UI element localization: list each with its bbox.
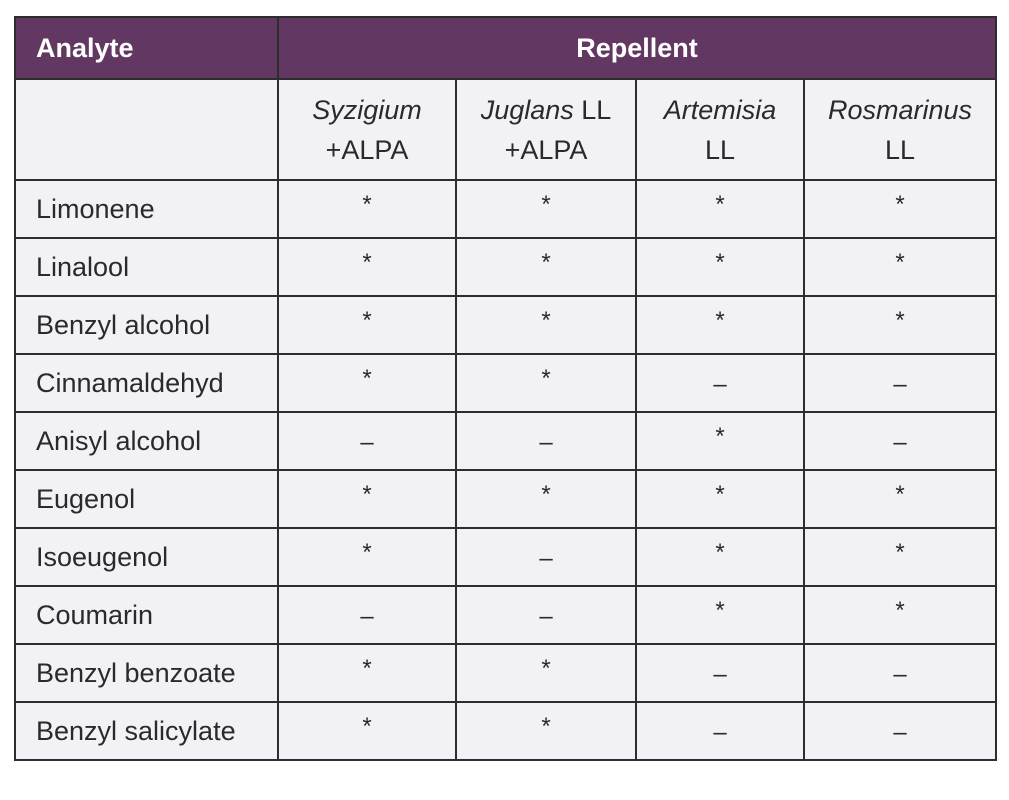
column-genus: Syzigium <box>312 94 422 125</box>
column-header-syzigium <box>278 79 456 180</box>
analyte-name: Anisyl alcohol <box>15 412 278 470</box>
presence-mark: * <box>895 248 905 276</box>
presence-mark: * <box>541 248 551 276</box>
presence-mark: * <box>895 480 905 508</box>
presence-cell <box>456 296 636 354</box>
presence-mark: – <box>539 428 553 456</box>
presence-mark: * <box>362 306 372 334</box>
analyte-subheader-empty <box>15 79 278 180</box>
presence-cell <box>456 644 636 702</box>
presence-mark: * <box>715 480 725 508</box>
column-header-artemisia <box>636 79 804 180</box>
presence-mark: * <box>715 248 725 276</box>
presence-mark: * <box>362 190 372 218</box>
presence-cell <box>456 586 636 644</box>
presence-mark: – <box>360 428 374 456</box>
table-row <box>15 296 996 354</box>
presence-mark: – <box>539 544 553 572</box>
presence-cell <box>456 354 636 412</box>
presence-cell <box>804 644 996 702</box>
presence-mark: – <box>360 602 374 630</box>
column-genus: Artemisia <box>663 94 777 125</box>
analyte-name: Benzyl benzoate <box>15 644 278 702</box>
presence-mark: * <box>715 596 725 624</box>
table-row <box>15 470 996 528</box>
presence-mark: * <box>541 364 551 392</box>
presence-cell <box>278 412 456 470</box>
presence-mark: * <box>895 538 905 566</box>
presence-mark: – <box>713 370 727 398</box>
table-row <box>15 702 996 760</box>
presence-cell <box>278 296 456 354</box>
presence-cell <box>636 180 804 238</box>
table-header-row <box>15 17 996 79</box>
presence-mark: * <box>895 190 905 218</box>
analyte-name: Isoeugenol <box>15 528 278 586</box>
column-second-line: LL <box>884 134 916 165</box>
presence-cell <box>278 180 456 238</box>
table-row <box>15 238 996 296</box>
presence-cell <box>804 586 996 644</box>
analyte-name: Eugenol <box>15 470 278 528</box>
column-header-rosmarinus <box>804 79 996 180</box>
presence-cell <box>636 238 804 296</box>
table-row <box>15 528 996 586</box>
presence-cell <box>456 180 636 238</box>
presence-mark: * <box>541 712 551 740</box>
repellent-analyte-table <box>14 16 997 761</box>
presence-mark: * <box>541 480 551 508</box>
analyte-name: Coumarin <box>15 586 278 644</box>
presence-mark: * <box>715 538 725 566</box>
presence-mark: – <box>893 718 907 746</box>
presence-mark: – <box>539 602 553 630</box>
presence-mark: * <box>895 596 905 624</box>
table-row <box>15 354 996 412</box>
presence-cell <box>456 412 636 470</box>
presence-cell <box>636 470 804 528</box>
analyte-column-header: Analyte <box>15 17 278 79</box>
presence-cell <box>456 238 636 296</box>
presence-cell <box>636 586 804 644</box>
table-body <box>15 180 996 760</box>
table-row <box>15 586 996 644</box>
presence-cell <box>278 354 456 412</box>
presence-cell <box>804 296 996 354</box>
analyte-name: Benzyl alcohol <box>15 296 278 354</box>
presence-mark: * <box>362 538 372 566</box>
table-row <box>15 180 996 238</box>
presence-cell <box>804 470 996 528</box>
presence-mark: – <box>713 718 727 746</box>
presence-cell <box>636 644 804 702</box>
presence-mark: * <box>715 306 725 334</box>
presence-mark: * <box>362 364 372 392</box>
column-header-juglans <box>456 79 636 180</box>
presence-mark: – <box>713 660 727 688</box>
presence-mark: * <box>362 712 372 740</box>
presence-mark: – <box>893 660 907 688</box>
presence-cell <box>636 528 804 586</box>
presence-cell <box>804 354 996 412</box>
analyte-name: Linalool <box>15 238 278 296</box>
presence-mark: * <box>541 306 551 334</box>
presence-mark: * <box>541 190 551 218</box>
presence-mark: * <box>895 306 905 334</box>
presence-cell <box>636 702 804 760</box>
presence-cell <box>636 412 804 470</box>
presence-cell <box>278 586 456 644</box>
presence-cell <box>278 238 456 296</box>
column-inline-suffix: LL <box>573 94 612 125</box>
presence-mark: * <box>715 422 725 450</box>
presence-cell <box>636 354 804 412</box>
presence-cell <box>636 296 804 354</box>
presence-cell <box>804 238 996 296</box>
presence-cell <box>804 702 996 760</box>
column-second-line: +ALPA <box>325 134 409 165</box>
presence-cell <box>456 702 636 760</box>
analyte-name: Cinnamaldehyd <box>15 354 278 412</box>
column-genus: Rosmarinus <box>827 94 973 125</box>
table-row <box>15 644 996 702</box>
presence-cell <box>804 180 996 238</box>
presence-mark: * <box>362 480 372 508</box>
column-genus: Juglans <box>480 94 574 125</box>
presence-cell <box>278 644 456 702</box>
table-row <box>15 412 996 470</box>
presence-mark: * <box>362 654 372 682</box>
presence-cell <box>456 470 636 528</box>
presence-cell <box>804 528 996 586</box>
presence-cell <box>278 702 456 760</box>
repellent-subheader-row <box>15 79 996 180</box>
presence-mark: – <box>893 370 907 398</box>
presence-cell <box>278 528 456 586</box>
repellent-group-header: Repellent <box>278 17 996 79</box>
presence-mark: – <box>893 428 907 456</box>
presence-mark: * <box>362 248 372 276</box>
presence-mark: * <box>541 654 551 682</box>
column-second-line: LL <box>704 134 736 165</box>
presence-cell <box>804 412 996 470</box>
column-second-line: +ALPA <box>504 134 588 165</box>
analyte-name: Benzyl salicylate <box>15 702 278 760</box>
presence-cell <box>278 470 456 528</box>
presence-mark: * <box>715 190 725 218</box>
repellent-analyte-table-container <box>14 16 995 761</box>
presence-cell <box>456 528 636 586</box>
analyte-name: Limonene <box>15 180 278 238</box>
